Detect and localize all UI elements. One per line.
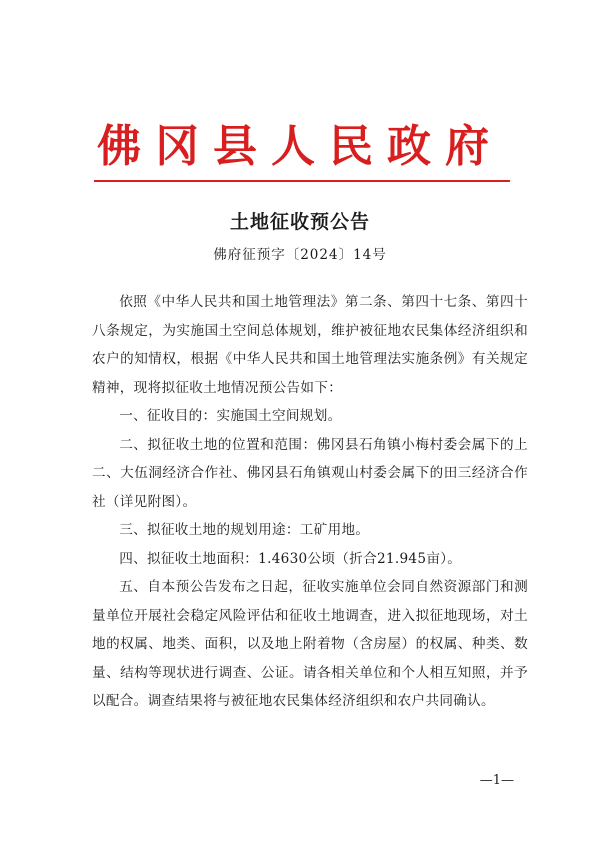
- intro-paragraph: 依照《中华人民共和国土地管理法》第二条、第四十七条、第四十八条规定，为实施国土空间总体规划，维护被征地农民集体经济组织和农户的知情权，根据《中华人民共和国土地管理法实施条例》有关规定精神，现将拟征收土地情况预公告如下：: [92, 294, 528, 396]
- issuer-masthead: 佛冈县人民政府: [97, 121, 503, 172]
- document-title: 土地征收预公告: [229, 211, 370, 233]
- item-survey-notice: 五、自本预公告发布之日起，征收实施单位会同自然资源部门和测量单位开展社会稳定风险评估和征收土地调查，进入拟征地现场，对土地的权属、地类、面积，以及地上附着物（含房屋）的权属、种类、数量、结构等现状进行调查、公证。请各相关单位和个人相互知照，并予以配合。调查结果将与被征地农民集体经济组织和农户共同确认。: [92, 579, 528, 709]
- red-divider-rule: [94, 180, 510, 182]
- item-land-use: 三、拟征收土地的规划用途：工矿用地。: [119, 522, 370, 538]
- document-number: 佛府征预字〔2024〕14号: [213, 247, 387, 263]
- item-purpose: 一、征收目的：实施国土空间规划。: [119, 408, 342, 424]
- page-number: —1—: [479, 773, 514, 788]
- item-location: 二、拟征收土地的位置和范围：佛冈县石角镇小梅村委会属下的上二、大伍洞经济合作社、佛冈县石角镇观山村委会属下的田三经济合作社（详见附图）。: [92, 436, 528, 510]
- item-area: 四、拟征收土地面积：1.4630公顷（折合21.945亩）。: [119, 550, 462, 567]
- announcement-body: [92, 288, 528, 716]
